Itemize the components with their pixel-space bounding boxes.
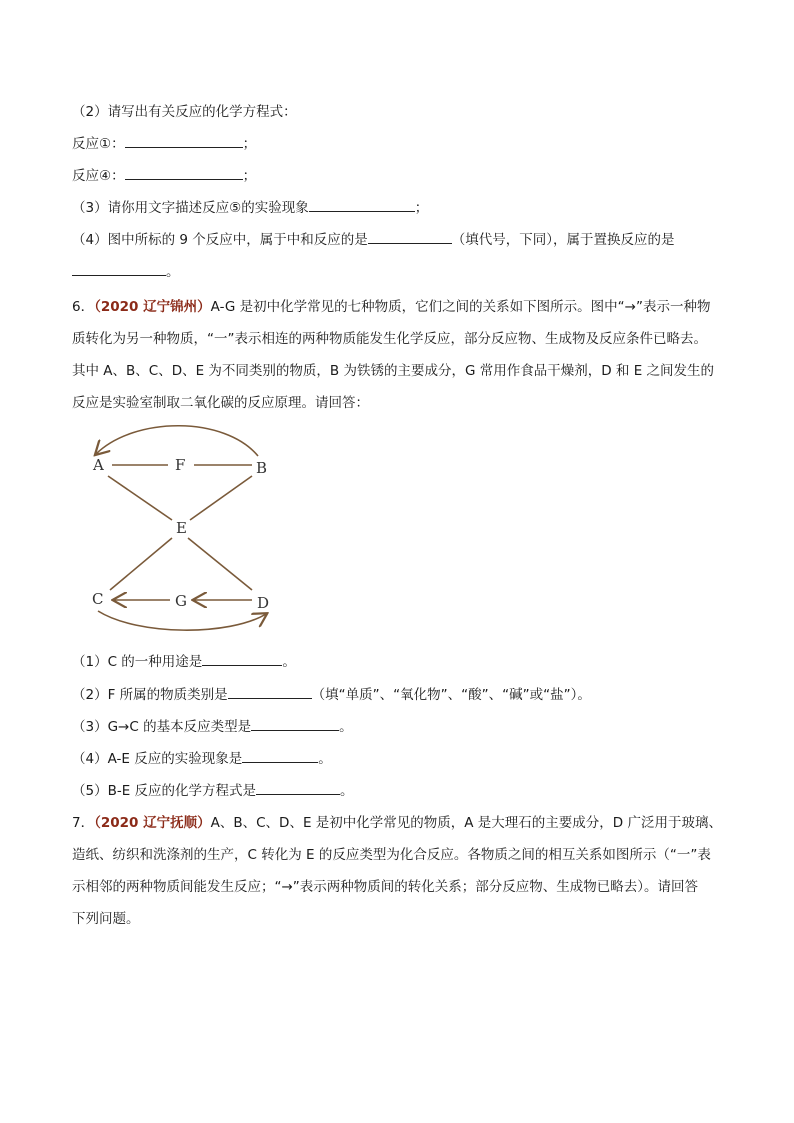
punct: ； <box>242 168 257 184</box>
node-d: D <box>257 594 270 612</box>
q3-answer-blank[interactable] <box>309 197 415 212</box>
problem7-line2: 造纸、纺织和洗涤剂的生产，C 转化为 E 的反应类型为化合反应。各物质之间的相互关系如图所示（“一”表 <box>72 847 711 863</box>
problem7-number: 7． <box>72 815 95 831</box>
p6-q4-line <box>72 748 332 769</box>
reaction1-answer-blank[interactable] <box>125 133 243 148</box>
problem7-line3: 示相邻的两种物质间能发生反应；“→”表示两种物质间的转化关系；部分反应物、生成物已略去）。请回答 <box>72 879 699 895</box>
punct: ； <box>242 136 257 152</box>
arrow-c-to-d <box>98 611 266 630</box>
punct: ； <box>414 200 429 216</box>
p6-q4-blank[interactable] <box>242 748 318 763</box>
problem7-line4: 下列问题。 <box>72 911 140 927</box>
text: A、B、C、D、E 是初中化学常见的物质，A 是大理石的主要成分，D 广泛用于玻璃、 <box>210 815 722 831</box>
problem6-source: （2020 辽宁锦州） <box>94 299 211 315</box>
problem6-line2: 质转化为另一种物质，“一”表示相连的两种物质能发生化学反应，部分反应物、生成物及反应条件已略去。 <box>72 331 707 347</box>
p6-q5-prompt: （5）B-E 反应的化学方程式是 <box>72 783 257 799</box>
p6-q2-prompt: （2）F 所属的物质类别是 <box>72 687 228 703</box>
problem6-line4: 反应是实验室制取二氧化碳的反应原理。请回答： <box>72 395 369 411</box>
problem6-number: 6． <box>72 299 95 315</box>
punct: 。 <box>339 719 353 735</box>
q2-line <box>72 102 297 122</box>
q4-mid: （填代号，下同），属于置换反应的是 <box>451 232 675 248</box>
reaction4-answer-blank[interactable] <box>125 165 243 180</box>
p6-q1-blank[interactable] <box>202 651 282 666</box>
p6-q2-blank[interactable] <box>228 684 312 699</box>
node-e: E <box>176 519 187 537</box>
problem7-source: （2020 辽宁抚顺） <box>94 815 211 831</box>
q2-prompt: （2）请写出有关反应的化学方程式： <box>72 104 297 120</box>
node-g: G <box>175 592 187 610</box>
reaction4-label: 反应④： <box>72 168 125 184</box>
p6-q2-line <box>72 684 591 705</box>
reaction1-label: 反应①： <box>72 136 125 152</box>
p6-q2-options: （填“单质”、“氧化物”、“酸”、“碱”或“盐”）。 <box>311 687 591 703</box>
punct: 。 <box>166 264 180 280</box>
p6-q3-blank[interactable] <box>251 716 339 731</box>
line-b-e <box>190 476 252 520</box>
arrow-b-to-a <box>96 426 258 456</box>
q3-prompt: （3）请你用文字描述反应⑤的实验现象 <box>72 200 309 216</box>
q4-prompt: （4）图中所标的 9 个反应中，属于中和反应的是 <box>72 232 368 248</box>
reaction4-line <box>72 165 256 186</box>
line-e-d <box>188 538 252 590</box>
punct: 。 <box>318 751 332 767</box>
line-e-c <box>110 538 172 590</box>
q4-line-2 <box>72 261 180 282</box>
line-a-e <box>108 476 172 520</box>
text: A-G 是初中化学常见的七种物质，它们之间的关系如下图所示。图中“→”表示一种物 <box>210 299 711 315</box>
problem6-line3: 其中 A、B、C、D、E 为不同类别的物质，B 为铁锈的主要成分，G 常用作食品干燥剂，D 和 E 之间发生的 <box>72 363 715 379</box>
q4-neutralization-blank[interactable] <box>368 229 452 244</box>
p6-q1-prompt: （1）C 的一种用途是 <box>72 654 203 670</box>
problem6-line1 <box>72 297 710 317</box>
relationship-diagram <box>80 418 280 633</box>
node-f: F <box>175 456 186 474</box>
reaction1-line <box>72 133 256 154</box>
problem7-line1 <box>72 813 722 833</box>
p6-q3-line <box>72 716 353 737</box>
p6-q3-prompt: （3）G→C 的基本反应类型是 <box>72 719 252 735</box>
p6-q5-line <box>72 780 354 801</box>
node-a: A <box>93 456 104 474</box>
punct: 。 <box>340 783 354 799</box>
node-b: B <box>256 459 268 477</box>
node-c: C <box>92 590 104 608</box>
punct: 。 <box>282 654 296 670</box>
q4-line <box>72 229 675 250</box>
p6-q5-blank[interactable] <box>256 780 340 795</box>
p6-q4-prompt: （4）A-E 反应的实验现象是 <box>72 751 243 767</box>
q3-line <box>72 197 428 218</box>
q4-displacement-blank[interactable] <box>72 261 166 276</box>
p6-q1-line <box>72 651 296 672</box>
